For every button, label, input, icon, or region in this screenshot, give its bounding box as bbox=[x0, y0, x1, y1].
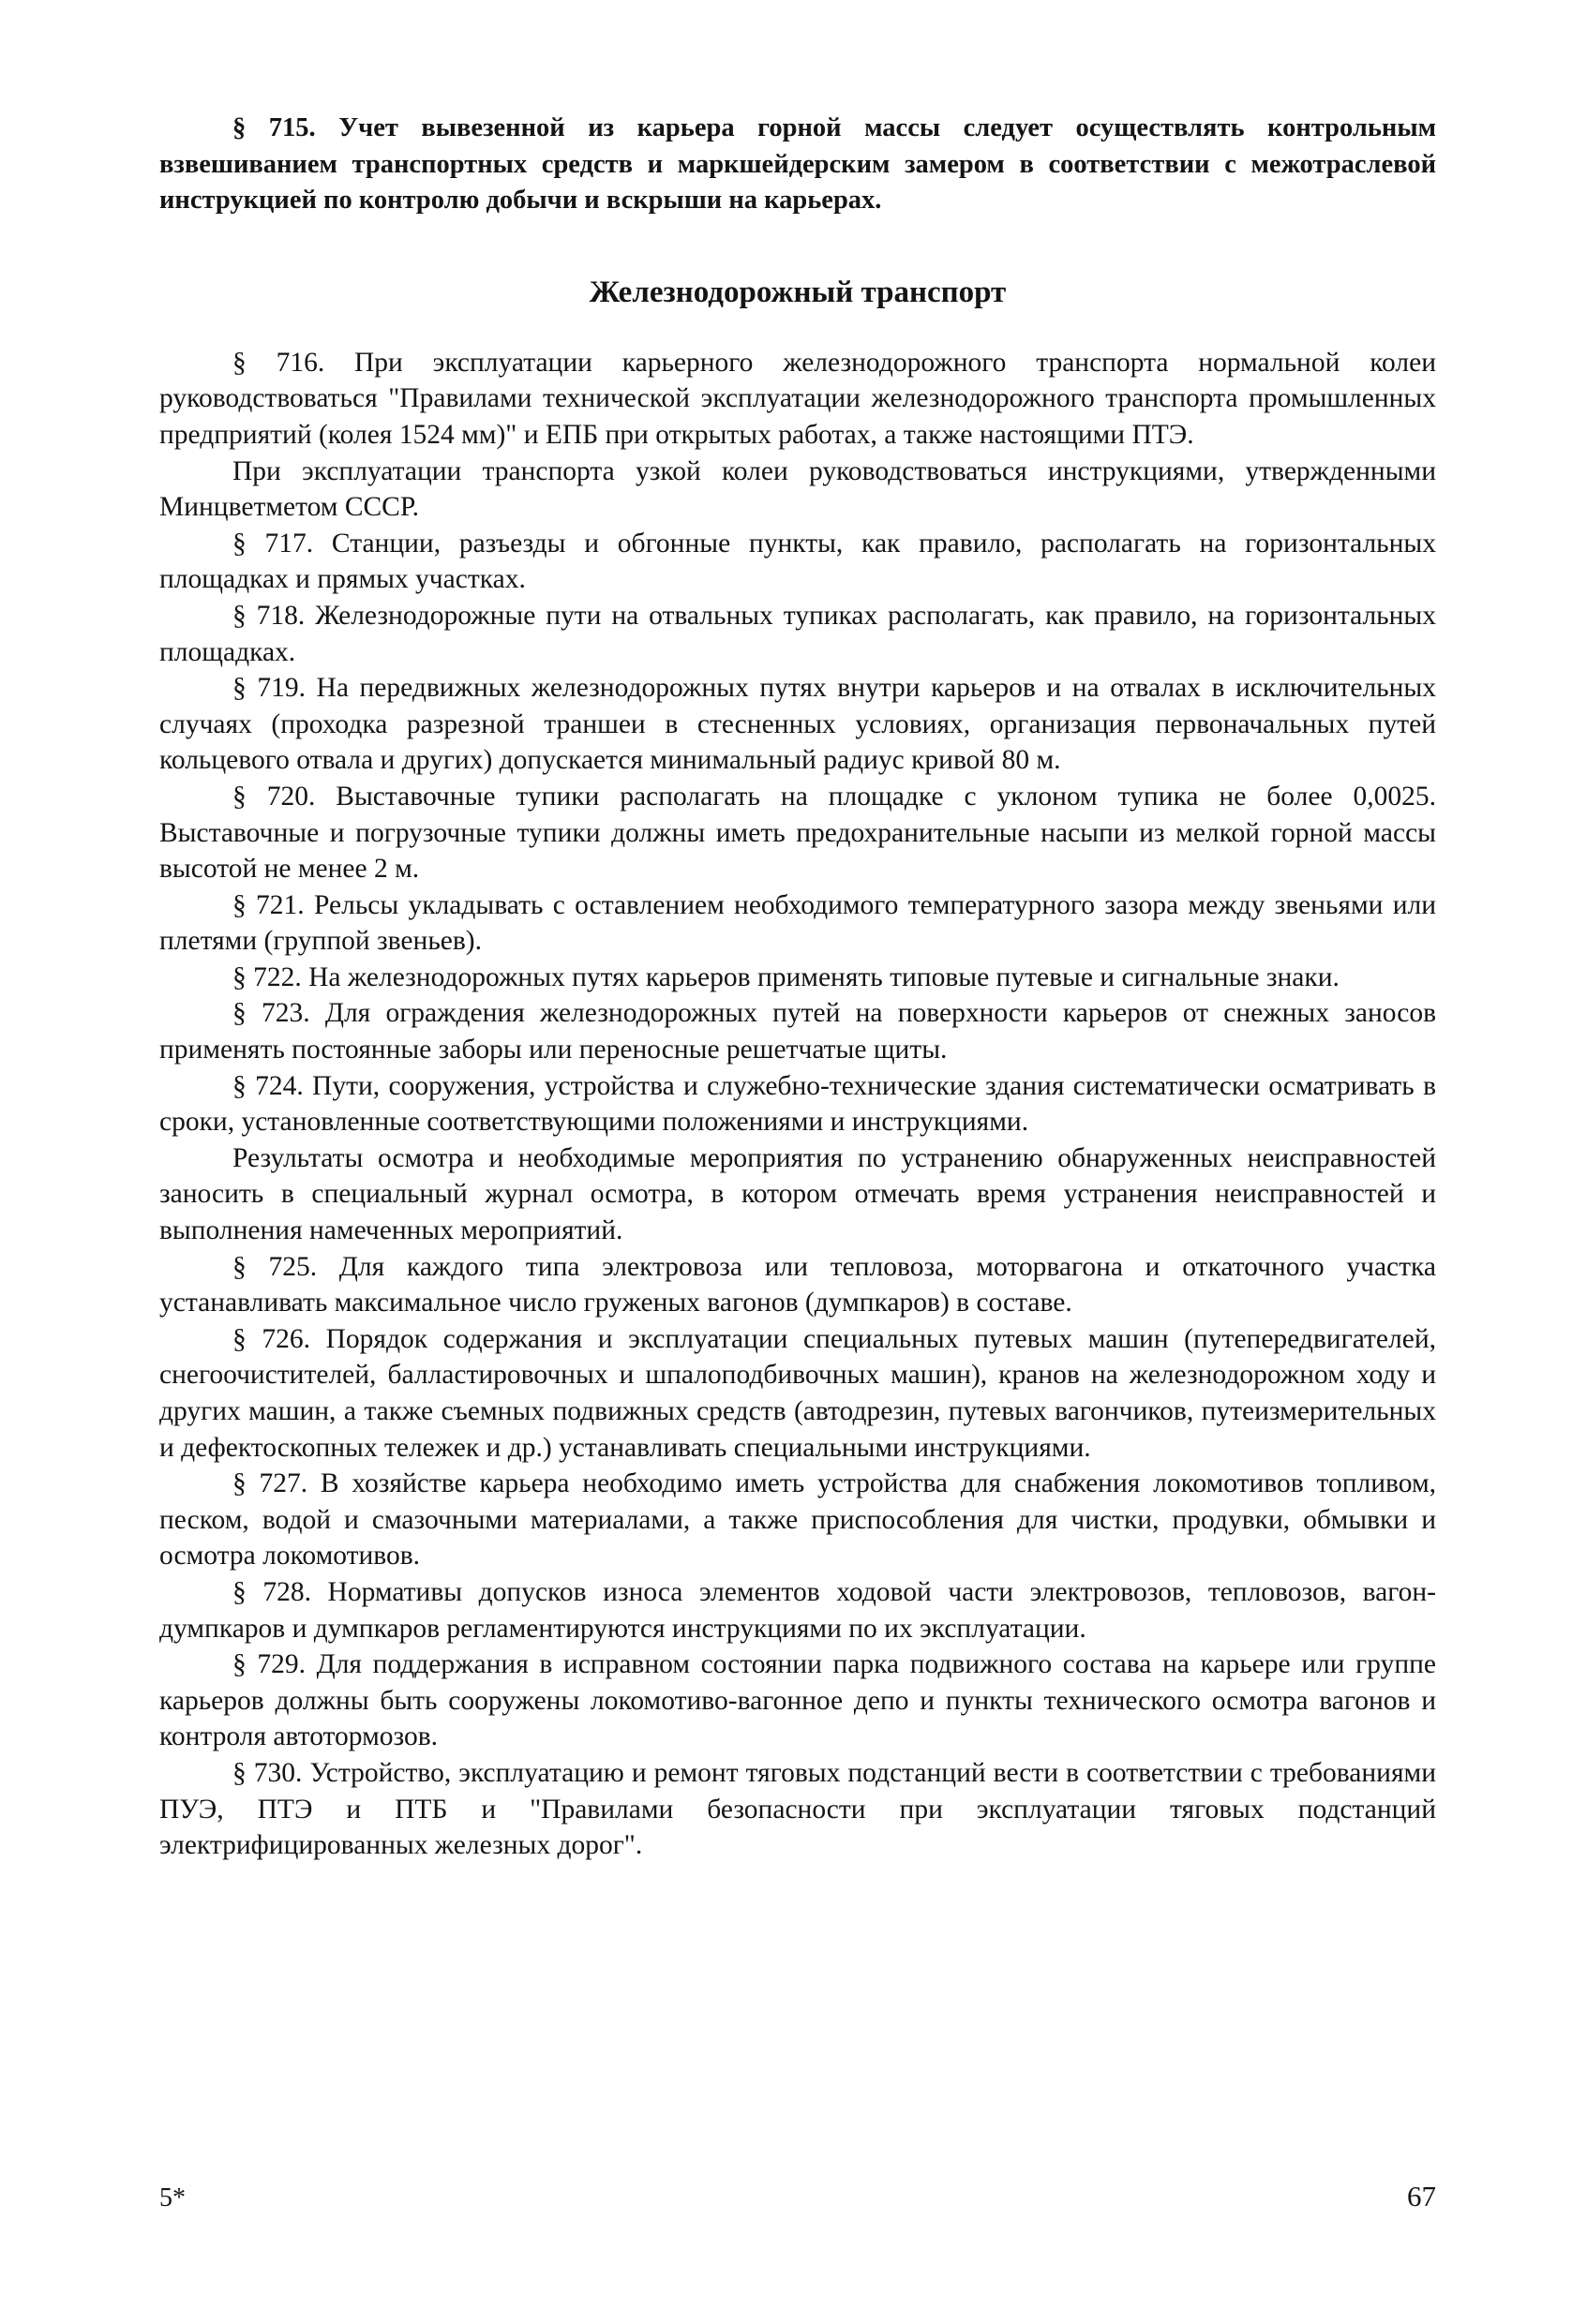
paragraph-727: § 727. В хозяйстве карьера необходимо иметь устройства для снабжения локомотивов топливом, песком, водой и смазочными материалами, а также приспособления для чистки, продувки, обмывки и осмотра локомотивов. bbox=[159, 1468, 1436, 1572]
paragraph-719: § 719. На передвижных железнодорожных путях внутри карьеров и на отвалах в исключительных случаях (проходка разрезной траншеи в стесненных условиях, организация первоначальных путей кольцевого отвала и других) допускается минимальный радиус кривой 80 м. bbox=[159, 673, 1436, 776]
paragraph-718: § 718. Железнодорожные пути на отвальных тупиках располагать, как правило, на горизонтальных площадках. bbox=[159, 600, 1436, 667]
page-body bbox=[159, 111, 1436, 1864]
signature-mark: 5* bbox=[159, 2183, 186, 2212]
paragraph-730: § 730. Устройство, эксплуатацию и ремонт тяговых подстанций вести в соответствии с требованиями ПУЭ, ПТЭ и ПТБ и "Правилами безопасности при эксплуатации тяговых подстанций электрифицированных железных дорог". bbox=[159, 1757, 1436, 1861]
paragraph-729: § 729. Для поддержания в исправном состоянии парка подвижного состава на карьере или группе карьеров должны быть сооружены локомотиво-вагонное депо и пункты технического осмотра вагонов и контроля автотормозов. bbox=[159, 1649, 1436, 1752]
paragraph-724: § 724. Пути, сооружения, устройства и служебно-технические здания систематически осматривать в сроки, установленные соответствующими положениями и инструкциями. bbox=[159, 1070, 1436, 1138]
paragraph-728: § 728. Нормативы допусков износа элементов ходовой части электровозов, тепловозов, вагон-думпкаров и думпкаров регламентируются инструкциями по их эксплуатации. bbox=[159, 1576, 1436, 1644]
page-number: 67 bbox=[1407, 2180, 1436, 2212]
paragraph-722: § 722. На железнодорожных путях карьеров применять типовые путевые и сигнальные знаки. bbox=[232, 961, 1340, 992]
paragraph-720: § 720. Выставочные тупики располагать на площадке с уклоном тупика не более 0,0025. Выставочные и погрузочные тупики должны иметь предохранительные насыпи из мелкой горной массы высотой не менее 2 м. bbox=[159, 781, 1436, 885]
section-heading: Железнодорожный транспорт bbox=[589, 275, 1007, 309]
paragraph-721: § 721. Рельсы укладывать с оставлением необходимого температурного зазора между звеньями или плетями (группой звеньев). bbox=[159, 889, 1436, 957]
paragraph-726: § 726. Порядок содержания и эксплуатации специальных путевых машин (путепередвигателей, снегоочистителей, балластировочных и шпалоподбивочных машин), кранов на железнодорожном ходу и других машин, а также съемных подвижных средств (автодрезин, путевых вагончиков, путеизмерительных и дефектоскопных тележек и др.) устанавливать специальными инструкциями. bbox=[159, 1323, 1436, 1463]
paragraph-725: § 725. Для каждого типа электровоза или тепловоза, моторвагона и откаточного участка устанавливать максимальное число груженых вагонов (думпкаров) в составе. bbox=[159, 1251, 1436, 1318]
paragraph-inspection-results: Результаты осмотра и необходимые мероприятия по устранению обнаруженных неисправностей заносить в специальный журнал осмотра, в котором отмечать время устранения неисправностей и выполнения намеченных мероприятий. bbox=[159, 1142, 1436, 1246]
paragraph-717: § 717. Станции, разъезды и обгонные пункты, как правило, располагать на горизонтальных площадках и прямых участках. bbox=[159, 528, 1436, 595]
paragraph-716: § 716. При эксплуатации карьерного железнодорожного транспорта нормальной колеи руководствоваться "Правилами технической эксплуатации железнодорожного транспорта промышленных предприятий (колея 1524 мм)" и ЕПБ при открытых работах, а также настоящими ПТЭ. bbox=[159, 347, 1436, 450]
paragraph-715: § 715. Учет вывезенной из карьера горной массы следует осуществлять контрольным взвешиванием транспортных средств и маркшейдерским замером в соответствии с межотраслевой инструкцией по контролю добычи и вскрыши на карьерах. bbox=[159, 113, 1436, 216]
paragraph-narrow-gauge: При эксплуатации транспорта узкой колеи руководствоваться инструкциями, утвержденными Минцветметом СССР. bbox=[159, 455, 1436, 523]
paragraph-723: § 723. Для ограждения железнодорожных путей на поверхности карьеров от снежных заносов применять постоянные заборы или переносные решетчатые щиты. bbox=[159, 998, 1436, 1065]
